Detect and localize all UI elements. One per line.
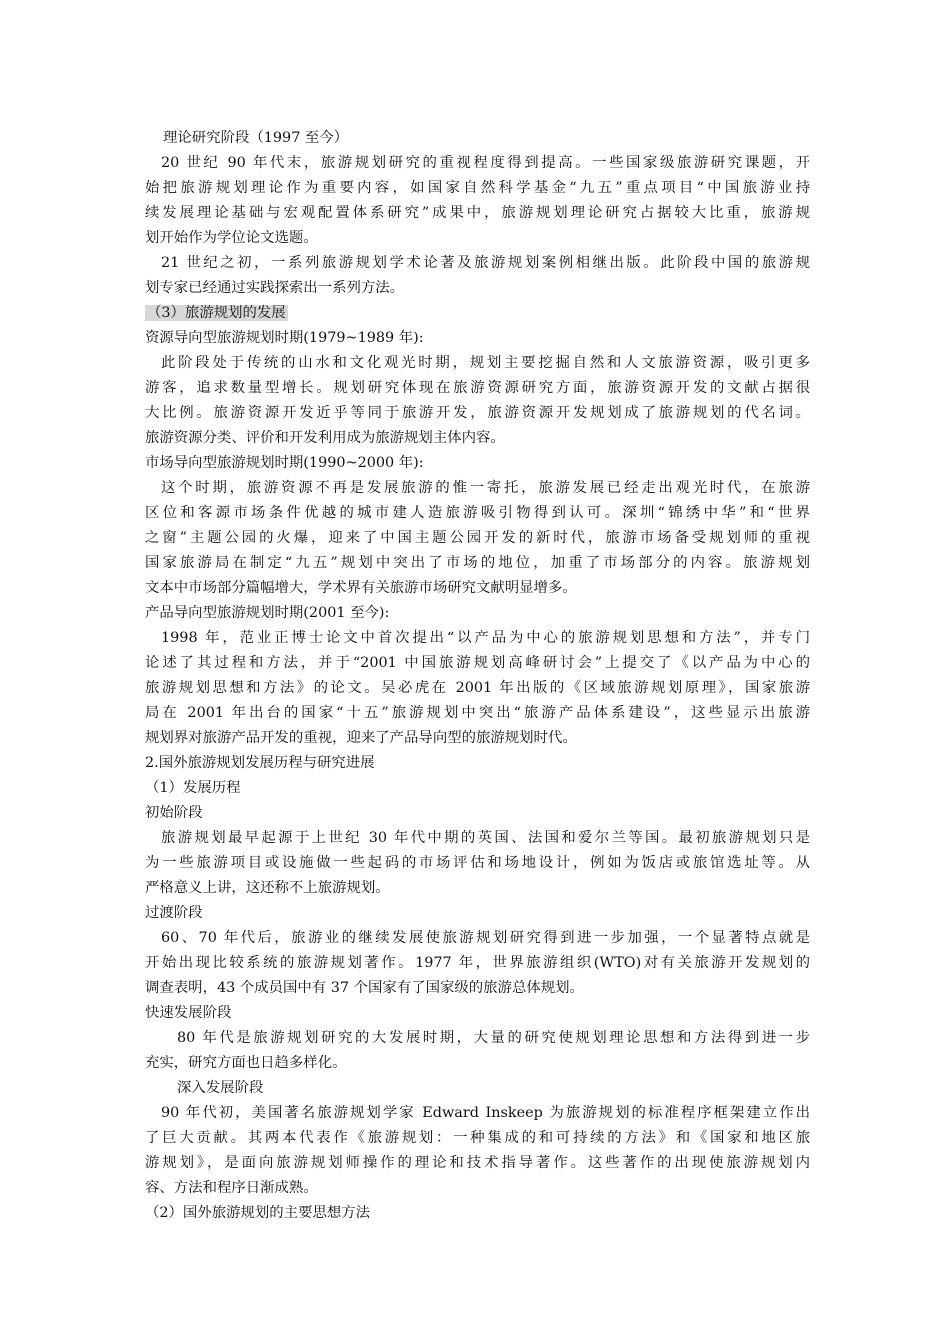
highlighted-heading: （3）旅游规划的发展: [147, 305, 286, 321]
text-line: 划专家已经通过实践探索出一系列方法。: [145, 280, 405, 296]
paragraph-21st-century: [145, 251, 810, 301]
heading-planning-development: [145, 301, 810, 326]
text-line: 游规划》，是面向旅游规划师操作的理论和技术指导著作。这些著作的出现使旅游规划内: [145, 1155, 810, 1171]
text-line: 旅游规划最早起源于上世纪 30 年代中期的英国、法国和爱尔兰等国。最初旅游规划只是: [161, 830, 810, 846]
text-line: 了巨大贡献。其两本代表作《旅游规划：一种集成的和可持续的方法》和《国家和地区旅: [145, 1130, 810, 1146]
text-line: 始把旅游规划理论作为重要内容，如国家自然科学基金“九五”重点项目“中国旅游业持: [145, 180, 810, 196]
text-line: 文本中市场部分篇幅增大，学术界有关旅游市场研究文献明显增多。: [145, 580, 577, 596]
text-line: 为一些旅游项目或设施做一些起码的市场评估和场地设计，例如为饭店或旅馆选址等。从: [145, 855, 810, 871]
text-line: 调查表明，43 个成员国中有 37 个国家有了国家级的旅游总体规划。: [145, 980, 584, 996]
heading-initial-stage: 初始阶段: [145, 805, 203, 821]
text-line: 续发展理论基础与宏观配置体系研究”成果中，旅游规划理论研究占据较大比重，旅游规: [145, 205, 810, 221]
heading-theory-stage: 理论研究阶段（1997 至今）: [163, 130, 349, 146]
paragraph-transition-stage: [145, 926, 810, 1001]
heading-resource-oriented: 资源导向型旅游规划时期(1979~1989 年):: [145, 330, 424, 346]
text-line: 80 年代是旅游规划研究的大发展时期，大量的研究使规划理论思想和方法得到进一步: [177, 1030, 810, 1046]
text-line: 90 年代初，美国著名旅游规划学家 Edward Inskeep 为旅游规划的标准程序框架建立作出: [161, 1105, 810, 1121]
paragraph-initial-stage: [145, 826, 810, 901]
heading-market-oriented: 市场导向型旅游规划时期(1990~2000 年):: [145, 455, 424, 471]
text-line: 这个时期，旅游资源不再是发展旅游的惟一寄托，旅游发展已经走出观光时代，在旅游: [161, 480, 810, 496]
text-line: 旅游资源分类、评价和开发利用成为旅游规划主体内容。: [145, 430, 505, 446]
text-line: 21 世纪之初，一系列旅游规划学术论著及旅游规划案例相继出版。此阶段中国的旅游规: [161, 255, 810, 271]
text-line: 之窗”主题公园的火爆，迎来了中国主题公园开发的新时代，旅游市场备受规划师的重视: [145, 530, 810, 546]
heading-foreign-planning: 2.国外旅游规划发展历程与研究进展: [145, 755, 375, 771]
heading-transition-stage: 过渡阶段: [145, 905, 203, 921]
text-line: 国家旅游局在制定“九五”规划中突出了市场的地位，加重了市场部分的内容。旅游规划: [145, 555, 810, 571]
text-line: 游客，追求数量型增长。规划研究体现在旅游资源研究方面，旅游资源开发的文献占据很: [145, 380, 810, 396]
heading-rapid-stage: 快速发展阶段: [145, 1005, 232, 1021]
text-line: 容、方法和程序日渐成熟。: [145, 1180, 318, 1196]
paragraph-1990s: [145, 151, 810, 251]
heading-main-methods: （2）国外旅游规划的主要思想方法: [145, 1205, 371, 1221]
text-line: 区位和客源市场条件优越的城市建人造旅游吸引物得到认可。深圳“锦绣中华”和“世界: [145, 505, 810, 521]
text-line: 旅游规划思想和方法》的论文。吴必虎在 2001 年出版的《区域旅游规划原理》，国家旅游: [145, 680, 810, 696]
text-line: 此阶段处于传统的山水和文化观光时期，规划主要挖掘自然和人文旅游资源，吸引更多: [161, 355, 810, 371]
text-line: 严格意义上讲，这还称不上旅游规划。: [145, 880, 390, 896]
text-line: 大比例。旅游资源开发近乎等同于旅游开发，旅游资源开发规划成了旅游规划的代名词。: [145, 405, 810, 421]
heading-development-history: （1）发展历程: [145, 780, 241, 796]
text-line: 1998 年，范业正博士论文中首次提出“以产品为中心的旅游规划思想和方法”，并专门: [161, 630, 810, 646]
text-line: 20 世纪 90 年代末，旅游规划研究的重视程度得到提高。一些国家级旅游研究课题，开: [161, 155, 810, 171]
text-line: 充实，研究方面也日趋多样化。: [145, 1055, 347, 1071]
heading-product-oriented: 产品导向型旅游规划时期(2001 至今):: [145, 605, 390, 621]
text-line: 论述了其过程和方法，并于“2001 中国旅游规划高峰研讨会”上提交了《以产品为中心的: [145, 655, 810, 671]
paragraph-product-oriented: [145, 626, 810, 751]
text-line: 开始出现比较系统的旅游规划著作。1977 年，世界旅游组织(WTO)对有关旅游开发规划的: [145, 955, 810, 971]
heading-deep-stage: 深入发展阶段: [177, 1080, 264, 1096]
paragraph-resource-oriented: [145, 351, 810, 451]
paragraph-deep-stage: [145, 1101, 810, 1201]
text-line: 划开始作为学位论文选题。: [145, 230, 318, 246]
text-line: 规划界对旅游产品开发的重视，迎来了产品导向型的旅游规划时代。: [145, 730, 577, 746]
paragraph-rapid-stage: [145, 1026, 810, 1076]
paragraph-market-oriented: [145, 476, 810, 601]
document-page: [145, 126, 810, 1226]
text-line: 60、70 年代后，旅游业的继续发展使旅游规划研究得到进一步加强，一个显著特点就是: [161, 930, 810, 946]
text-line: 局在 2001 年出台的国家“十五”旅游规划中突出“旅游产品体系建设”，这些显示出旅游: [145, 705, 810, 721]
